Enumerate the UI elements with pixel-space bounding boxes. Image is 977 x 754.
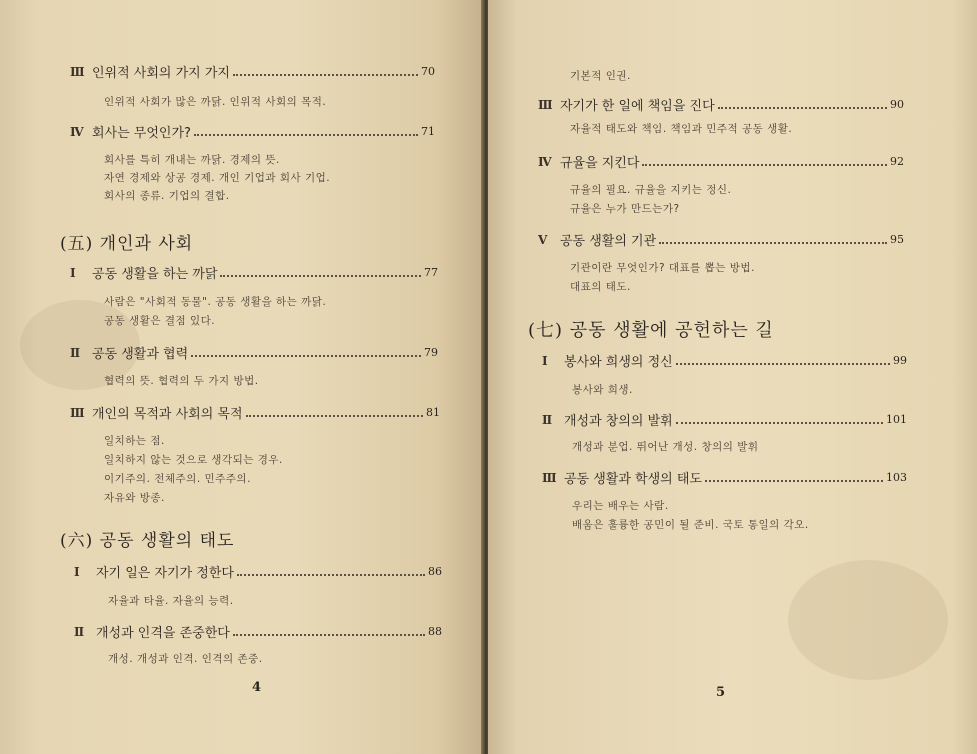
- page-number: 101: [886, 413, 907, 426]
- entry-subtopics: 기관이란 무엇인가? 대표를 뽑는 방법.: [570, 262, 755, 274]
- entry-subtopics: 회사를 특히 개내는 까닭. 경제의 뜻.: [104, 154, 280, 166]
- page-number: 70: [421, 65, 435, 78]
- page-number: 71: [421, 125, 435, 138]
- entry-title: 회사는 무엇인가?: [92, 126, 191, 141]
- toc-entry: [74, 622, 442, 641]
- entry-numeral: Ⅱ: [74, 624, 85, 639]
- section-title: 공동 생활에 공헌하는 길: [569, 320, 774, 341]
- page-number: 79: [424, 346, 438, 359]
- entry-numeral: Ⅰ: [74, 564, 80, 579]
- dot-leader: [246, 414, 423, 417]
- dot-leader: [194, 133, 418, 136]
- dot-leader: [676, 421, 883, 424]
- entry-title: 인위적 사회의 가지 가지: [92, 66, 230, 81]
- left-page: [0, 0, 484, 754]
- entry-numeral: Ⅱ: [70, 345, 81, 360]
- entry-subtopics: 자연 경제와 상공 경제. 개인 기업과 회사 기업.: [104, 172, 331, 184]
- paper-stain: [788, 560, 948, 680]
- entry-subtopics: 배움은 훌륭한 공민이 될 준비. 국토 통일의 각오.: [572, 519, 809, 531]
- page-number: 90: [890, 98, 904, 111]
- toc-entry: [538, 152, 904, 171]
- entry-subtopics: 사람은 "사회적 동물". 공동 생활을 하는 까닭.: [104, 296, 327, 308]
- dot-leader: [676, 362, 890, 365]
- entry-numeral: Ⅰ: [70, 265, 76, 280]
- entry-title: 규율을 지킨다: [560, 156, 640, 171]
- entry-subtopics: 자율적 태도와 책임. 책임과 민주적 공동 생활.: [570, 123, 793, 135]
- entry-subtopics: 공동 생활은 결점 있다.: [104, 315, 216, 327]
- toc-entry: [542, 468, 907, 487]
- entry-subtopics: 규율은 누가 만드는가?: [570, 203, 680, 215]
- page-number: 88: [428, 625, 442, 638]
- page-folio: 5: [716, 685, 726, 700]
- entry-subtopics: 개성과 분업. 뛰어난 개성. 창의의 발휘: [572, 441, 759, 453]
- entry-numeral: Ⅳ: [70, 124, 84, 139]
- entry-title: 공동 생활의 기관: [560, 234, 657, 249]
- carry-over-subtopic: 기본적 인권.: [570, 70, 631, 82]
- section-number: (六): [60, 531, 94, 551]
- dot-leader: [237, 573, 425, 576]
- dot-leader: [705, 479, 883, 482]
- entry-subtopics: 자율과 타율. 자율의 능력.: [108, 595, 234, 607]
- entry-subtopics: 봉사와 희생.: [572, 384, 633, 396]
- entry-numeral: Ⅳ: [538, 154, 552, 169]
- entry-title: 봉사와 희생의 정신: [564, 355, 673, 370]
- entry-title: 개성과 인격을 존중한다: [96, 626, 230, 641]
- toc-entry: [542, 351, 907, 370]
- entry-subtopics: 우리는 배우는 사람.: [572, 500, 669, 512]
- dot-leader: [718, 106, 887, 109]
- toc-entry: [542, 410, 907, 429]
- entry-numeral: Ⅱ: [542, 412, 553, 427]
- toc-entry: [70, 122, 435, 141]
- entry-numeral: Ⅴ: [538, 232, 548, 247]
- toc-entry: [70, 343, 438, 362]
- page-number: 95: [890, 233, 904, 246]
- page-number: 77: [424, 266, 438, 279]
- dot-leader: [220, 274, 421, 277]
- section-number: (五): [60, 234, 94, 254]
- section-title: 공동 생활의 태도: [99, 531, 235, 551]
- entry-numeral: Ⅲ: [70, 64, 85, 79]
- page-number: 81: [426, 406, 440, 419]
- entry-title: 공동 생활을 하는 까닭: [92, 267, 218, 282]
- entry-subtopics: 일치하지 않는 것으로 생각되는 경우.: [104, 454, 283, 466]
- entry-numeral: Ⅰ: [542, 353, 548, 368]
- dot-leader: [233, 73, 418, 76]
- dot-leader: [642, 163, 887, 166]
- entry-title: 공동 생활과 협력: [92, 347, 189, 362]
- entry-subtopics: 협력의 뜻. 협력의 두 가지 방법.: [104, 375, 259, 387]
- toc-entry: [538, 230, 904, 249]
- entry-title: 자기가 한 일에 책임을 진다: [560, 99, 715, 114]
- entry-numeral: Ⅲ: [542, 470, 557, 485]
- entry-title: 개인의 목적과 사회의 목적: [92, 407, 243, 422]
- section-number: (七): [528, 320, 564, 341]
- entry-subtopics: 자유와 방종.: [104, 492, 165, 504]
- section-title: 개인과 사회: [99, 234, 194, 254]
- entry-title: 공동 생활과 학생의 태도: [564, 472, 702, 487]
- dot-leader: [659, 241, 887, 244]
- entry-numeral: Ⅲ: [538, 97, 553, 112]
- toc-entry: [70, 403, 440, 422]
- entry-numeral: Ⅲ: [70, 405, 85, 420]
- entry-subtopics: 회사의 종류. 기업의 결합.: [104, 190, 230, 202]
- page-folio: 4: [252, 680, 262, 695]
- entry-subtopics: 개성. 개성과 인격. 인격의 존중.: [108, 653, 263, 665]
- page-number: 86: [428, 565, 442, 578]
- page-number: 92: [890, 155, 904, 168]
- entry-subtopics: 대표의 태도.: [570, 281, 631, 293]
- toc-entry: [74, 562, 442, 581]
- right-page: [488, 0, 977, 754]
- dot-leader: [233, 633, 425, 636]
- entry-subtopics: 이기주의. 전체주의. 민주주의.: [104, 473, 251, 485]
- entry-subtopics: 규율의 필요. 규율을 지키는 정신.: [570, 184, 732, 196]
- entry-title: 개성과 창의의 발휘: [564, 414, 673, 429]
- entry-subtopics: 일치하는 점.: [104, 435, 165, 447]
- toc-entry: [70, 62, 435, 81]
- toc-entry: [70, 263, 438, 282]
- entry-title: 자기 일은 자기가 정한다: [96, 566, 234, 581]
- entry-subtopics: 인위적 사회가 많은 까닭. 인위적 사회의 목적.: [104, 96, 327, 108]
- section-heading: [528, 316, 774, 342]
- dot-leader: [191, 354, 421, 357]
- section-heading: [60, 229, 193, 254]
- page-number: 99: [893, 354, 907, 367]
- section-heading: [60, 526, 234, 551]
- toc-entry: [538, 95, 904, 114]
- page-number: 103: [886, 471, 907, 484]
